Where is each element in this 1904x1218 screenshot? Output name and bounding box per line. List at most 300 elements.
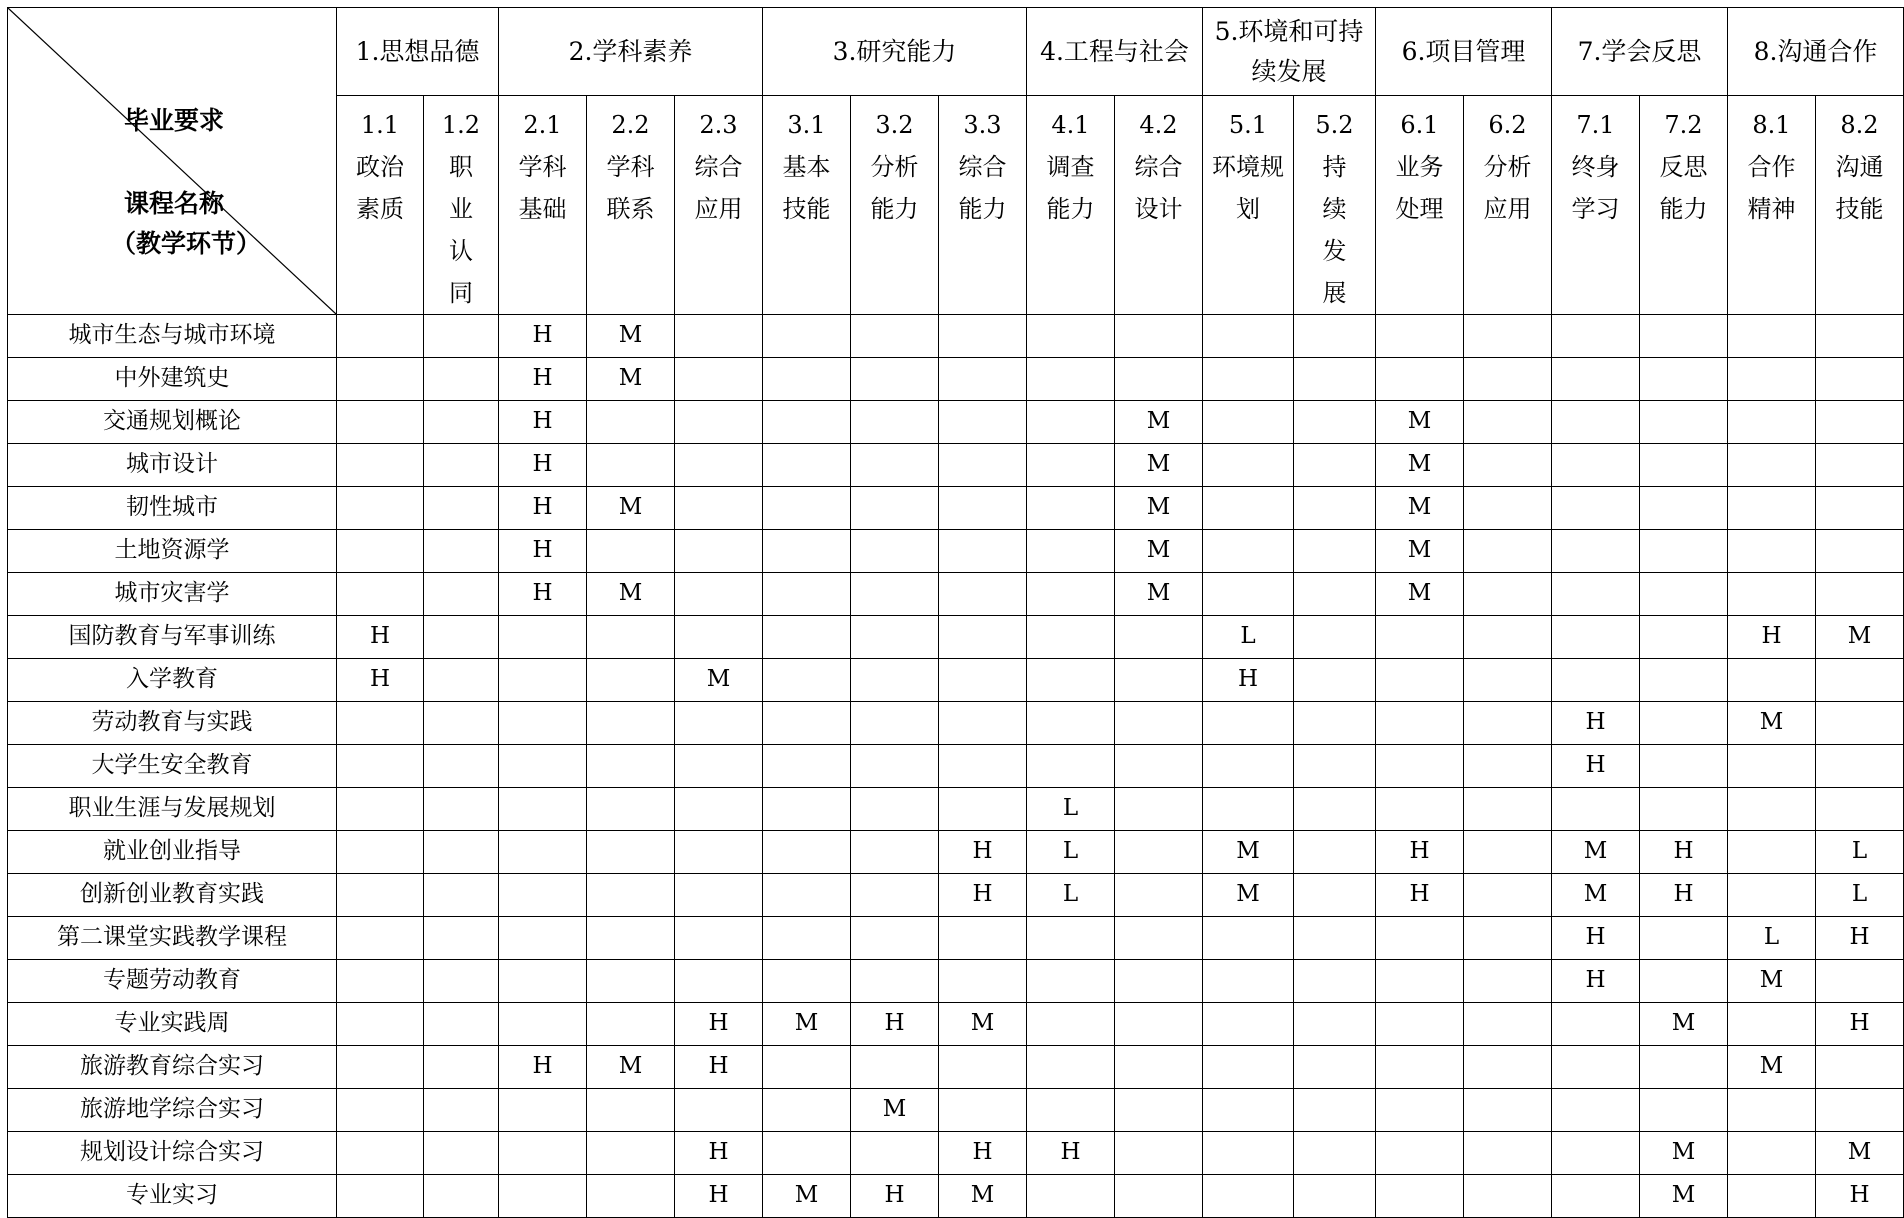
group-name: 思想品德 [379,36,480,66]
support-level-cell [1464,401,1552,444]
support-level-cell [1816,788,1904,831]
support-level-cell [499,1132,587,1175]
support-level-cell [675,917,763,960]
sub-requirement-header [763,96,851,315]
course-name-cell: 劳动教育与实践 [8,702,337,745]
support-level-cell [1115,788,1203,831]
support-level-cell [851,831,939,874]
sub-requirement-header [499,96,587,315]
support-level-cell: M [1115,444,1203,487]
diagonal-divider [8,8,336,314]
support-level-cell: H [499,1046,587,1089]
support-level-cell [763,917,851,960]
support-level-cell [1027,444,1115,487]
group-name: 工程与社会 [1063,36,1189,66]
support-level-cell: H [1640,874,1728,917]
support-level-cell: H [1552,917,1640,960]
support-level-cell: M [587,487,675,530]
support-level-cell [1816,401,1904,444]
support-level-cell: L [1816,831,1904,874]
support-level-cell [337,831,424,874]
support-level-cell [1552,788,1640,831]
support-level-cell: M [1376,573,1464,616]
sub-requirement-header [337,96,424,315]
support-level-cell [1552,444,1640,487]
sub-requirement-code: 6.1 [1400,111,1439,139]
support-level-cell [763,659,851,702]
support-level-cell [675,831,763,874]
support-level-cell [939,487,1027,530]
support-level-cell [1203,401,1294,444]
support-level-cell: M [1203,874,1294,917]
support-level-cell [763,960,851,1003]
sub-requirement-code: 8.1 [1752,111,1791,139]
support-level-cell [499,745,587,788]
support-level-cell [1552,573,1640,616]
support-level-cell [1115,702,1203,745]
support-level-cell [1464,1089,1552,1132]
support-level-cell [1294,1089,1376,1132]
support-level-cell: M [1640,1175,1728,1218]
support-level-cell [1294,702,1376,745]
support-level-cell [337,1089,424,1132]
sub-requirement-code: 8.2 [1840,111,1879,139]
support-level-cell [1027,1003,1115,1046]
support-level-cell [851,788,939,831]
support-level-cell: M [1552,831,1640,874]
support-level-cell [1552,1003,1640,1046]
support-level-cell [499,702,587,745]
support-level-cell: M [1552,874,1640,917]
support-level-cell [1294,1175,1376,1218]
support-level-cell [851,487,939,530]
sub-requirement-code: 3.3 [963,111,1002,139]
support-level-cell [424,1003,499,1046]
support-level-cell [851,444,939,487]
requirement-group-header [499,8,763,96]
support-level-cell [1728,745,1816,788]
support-level-cell [851,573,939,616]
support-level-cell [939,616,1027,659]
support-level-cell [1294,444,1376,487]
sub-requirement-name: 学科基础 [518,153,567,223]
support-level-cell [1816,487,1904,530]
support-level-cell [1376,358,1464,401]
support-level-cell [424,831,499,874]
support-level-cell: H [939,831,1027,874]
support-level-cell [1115,917,1203,960]
support-level-cell [1816,659,1904,702]
support-level-cell [675,487,763,530]
support-level-cell [424,315,499,358]
course-name-cell: 专业实习 [8,1175,337,1218]
support-level-cell: M [587,573,675,616]
support-level-cell [1816,702,1904,745]
support-level-cell [587,444,675,487]
table-row [8,1175,1904,1218]
support-level-cell [1728,1175,1816,1218]
support-level-cell [1552,1089,1640,1132]
support-level-cell [1115,831,1203,874]
support-level-cell [1115,1003,1203,1046]
support-level-cell [763,1089,851,1132]
sub-requirement-code: 3.1 [787,111,826,139]
support-level-cell [587,659,675,702]
support-level-cell: L [1027,831,1115,874]
support-level-cell: L [1816,874,1904,917]
support-level-cell [939,960,1027,1003]
support-level-cell [1294,401,1376,444]
support-level-cell [1203,917,1294,960]
support-level-cell [1115,1046,1203,1089]
support-level-cell [675,702,763,745]
sub-requirement-code: 6.2 [1488,111,1527,139]
support-level-cell [1376,1046,1464,1089]
support-level-cell [763,573,851,616]
support-level-cell [1552,1046,1640,1089]
support-level-cell [1294,616,1376,659]
support-level-cell [1027,315,1115,358]
course-name-cell: 就业创业指导 [8,831,337,874]
group-name: 研究能力 [856,36,957,66]
support-level-cell [1115,315,1203,358]
support-level-cell: H [499,487,587,530]
support-level-cell: H [1816,1175,1904,1218]
support-level-cell [1728,1003,1816,1046]
sub-requirement-header [1728,96,1816,315]
sub-requirement-code: 5.2 [1315,111,1354,139]
table-row [8,573,1904,616]
support-level-cell [424,960,499,1003]
table-row [8,745,1904,788]
support-level-cell: M [587,315,675,358]
support-level-cell: M [1728,1046,1816,1089]
support-level-cell [1728,788,1816,831]
support-level-cell [939,917,1027,960]
support-level-cell [1115,358,1203,401]
sub-requirement-header [1816,96,1904,315]
support-level-cell: H [499,530,587,573]
support-level-cell: H [1816,917,1904,960]
support-level-cell: H [499,401,587,444]
support-level-cell [337,444,424,487]
course-name-cell: 旅游教育综合实习 [8,1046,337,1089]
support-level-cell [1203,315,1294,358]
sub-requirement-header [1464,96,1552,315]
support-level-cell [1027,1046,1115,1089]
group-number: 5. [1214,16,1239,46]
support-level-cell [763,1132,851,1175]
requirement-group-header [1376,8,1552,96]
support-level-cell [1640,573,1728,616]
course-name-cell: 入学教育 [8,659,337,702]
support-level-cell [1027,1175,1115,1218]
group-number: 7. [1577,36,1602,66]
sub-requirement-name: 学科联系 [606,153,655,223]
support-level-cell: M [1376,444,1464,487]
support-level-cell: M [763,1175,851,1218]
support-level-cell [1464,444,1552,487]
support-level-cell [1464,788,1552,831]
group-name: 学会反思 [1601,36,1702,66]
support-level-cell [1552,1132,1640,1175]
support-level-cell [675,960,763,1003]
requirement-group-header [1552,8,1728,96]
support-level-cell [1203,1175,1294,1218]
support-level-cell [1115,874,1203,917]
support-level-cell [1027,616,1115,659]
support-level-cell [1816,960,1904,1003]
support-level-cell [1640,1089,1728,1132]
support-level-cell [851,702,939,745]
support-level-cell [675,401,763,444]
support-level-cell [587,530,675,573]
support-level-cell: M [587,358,675,401]
table-row [8,702,1904,745]
sub-requirement-code: 2.1 [523,111,562,139]
support-level-cell [1640,745,1728,788]
sub-requirement-code: 4.2 [1139,111,1178,139]
teaching-link-label: （教学环节） [111,229,262,258]
support-level-cell [1203,960,1294,1003]
support-level-cell [1728,874,1816,917]
support-level-cell [1640,616,1728,659]
course-name-label: 课程名称 [124,189,225,218]
support-level-cell [587,745,675,788]
support-level-cell [1464,1003,1552,1046]
support-level-cell: M [1115,487,1203,530]
support-level-cell: H [1203,659,1294,702]
support-level-cell [851,315,939,358]
support-level-cell [851,659,939,702]
support-level-cell: M [1816,616,1904,659]
support-level-cell [424,530,499,573]
table-row [8,1089,1904,1132]
support-level-cell [337,960,424,1003]
support-level-cell [587,702,675,745]
group-name: 沟通合作 [1777,36,1878,66]
support-level-cell [851,530,939,573]
course-requirement-matrix [7,7,1904,1218]
support-level-cell [1294,315,1376,358]
support-level-cell [1294,745,1376,788]
support-level-cell [1728,659,1816,702]
group-name: 环境和可持续发展 [1238,16,1364,86]
support-level-cell [1552,315,1640,358]
support-level-cell [851,745,939,788]
sub-requirement-header [851,96,939,315]
support-level-cell: H [499,358,587,401]
support-level-cell [1640,401,1728,444]
support-level-cell [1464,573,1552,616]
course-name-cell: 国防教育与军事训练 [8,616,337,659]
support-level-cell [424,874,499,917]
support-level-cell [424,401,499,444]
support-level-cell [1294,874,1376,917]
support-level-cell [763,616,851,659]
support-level-cell [424,487,499,530]
sub-requirement-header [1027,96,1115,315]
support-level-cell: H [1728,616,1816,659]
support-level-cell [939,1046,1027,1089]
graduation-requirement-label: 毕业要求 [124,106,225,135]
support-level-cell [337,745,424,788]
support-level-cell [337,530,424,573]
support-level-cell [763,315,851,358]
support-level-cell [675,573,763,616]
support-level-cell: M [1115,401,1203,444]
support-level-cell [1464,831,1552,874]
support-level-cell [1464,530,1552,573]
support-level-cell [1816,1046,1904,1089]
group-number: 6. [1401,36,1426,66]
sub-requirement-name: 综合能力 [958,153,1007,223]
support-level-cell [1294,788,1376,831]
sub-requirement-name: 合作精神 [1747,153,1796,223]
table-row [8,831,1904,874]
support-level-cell [1203,573,1294,616]
group-number: 1. [355,36,380,66]
course-name-cell: 城市生态与城市环境 [8,315,337,358]
support-level-cell [1464,487,1552,530]
support-level-cell: H [675,1003,763,1046]
requirement-group-header [1203,8,1376,96]
support-level-cell [587,616,675,659]
support-level-cell: M [1115,530,1203,573]
sub-requirement-name: 综合设计 [1134,153,1183,223]
sub-requirement-name: 综合应用 [694,153,743,223]
support-level-cell [763,358,851,401]
support-level-cell [939,788,1027,831]
group-name: 学科素养 [592,36,693,66]
support-level-cell [851,960,939,1003]
support-level-cell [337,788,424,831]
support-level-cell [1728,831,1816,874]
sub-requirement-code: 7.1 [1576,111,1615,139]
table-row [8,616,1904,659]
support-level-cell [675,1089,763,1132]
support-level-cell [1203,530,1294,573]
support-level-cell [1816,745,1904,788]
table-row [8,358,1904,401]
course-name-cell: 城市灾害学 [8,573,337,616]
support-level-cell [1027,1089,1115,1132]
support-level-cell [1294,487,1376,530]
support-level-cell [424,659,499,702]
support-level-cell [337,315,424,358]
support-level-cell [1376,917,1464,960]
support-level-cell [1376,702,1464,745]
support-level-cell [1640,917,1728,960]
support-level-cell [337,1046,424,1089]
support-level-cell [939,702,1027,745]
course-name-cell: 韧性城市 [8,487,337,530]
table-row [8,530,1904,573]
table-row [8,1046,1904,1089]
support-level-cell [424,745,499,788]
support-level-cell: M [1640,1132,1728,1175]
sub-requirement-code: 1.1 [360,111,400,139]
table-row [8,401,1904,444]
support-level-cell [424,1175,499,1218]
support-level-cell [499,1089,587,1132]
support-level-cell [1464,616,1552,659]
support-level-cell [1376,1175,1464,1218]
support-level-cell [763,788,851,831]
support-level-cell [1816,1089,1904,1132]
support-level-cell [939,401,1027,444]
corner-header-cell [8,8,337,315]
support-level-cell [587,874,675,917]
support-level-cell: H [1027,1132,1115,1175]
support-level-cell [1376,745,1464,788]
sub-requirement-header [587,96,675,315]
support-level-cell [587,401,675,444]
support-level-cell [424,1046,499,1089]
support-level-cell [337,702,424,745]
sub-requirement-header [939,96,1027,315]
support-level-cell [1376,315,1464,358]
support-level-cell [1027,401,1115,444]
support-level-cell [851,401,939,444]
support-level-cell [1376,1003,1464,1046]
support-level-cell [424,1089,499,1132]
support-level-cell [1294,358,1376,401]
support-level-cell [1816,530,1904,573]
support-level-cell [851,874,939,917]
requirement-group-header [1728,8,1904,96]
support-level-cell: M [939,1003,1027,1046]
support-level-cell [763,1046,851,1089]
support-level-cell [1203,702,1294,745]
requirement-group-row [8,8,1904,96]
course-name-cell: 土地资源学 [8,530,337,573]
support-level-cell [851,358,939,401]
support-level-cell [1728,573,1816,616]
support-level-cell [763,702,851,745]
support-level-cell [939,358,1027,401]
sub-requirement-name: 沟通技能 [1835,153,1884,223]
support-level-cell [1640,358,1728,401]
support-level-cell [1203,487,1294,530]
support-level-cell: H [939,1132,1027,1175]
support-level-cell [1464,358,1552,401]
support-level-cell [499,788,587,831]
group-number: 2. [568,36,593,66]
support-level-cell: M [763,1003,851,1046]
support-level-cell [1027,702,1115,745]
sub-requirement-code: 4.1 [1051,111,1090,139]
support-level-cell [1728,530,1816,573]
support-level-cell [1464,1046,1552,1089]
support-level-cell [1115,960,1203,1003]
sub-requirement-header [1552,96,1640,315]
support-level-cell [1294,573,1376,616]
support-level-cell [587,788,675,831]
support-level-cell [1728,444,1816,487]
support-level-cell [424,358,499,401]
support-level-cell: M [1640,1003,1728,1046]
group-number: 3. [832,36,857,66]
support-level-cell: M [1203,831,1294,874]
table-row [8,874,1904,917]
support-level-cell [1203,1089,1294,1132]
sub-requirement-name: 持续发展 [1322,153,1347,307]
support-level-cell: M [1376,401,1464,444]
course-name-cell: 交通规划概论 [8,401,337,444]
support-level-cell [1640,530,1728,573]
support-level-cell: H [1552,745,1640,788]
